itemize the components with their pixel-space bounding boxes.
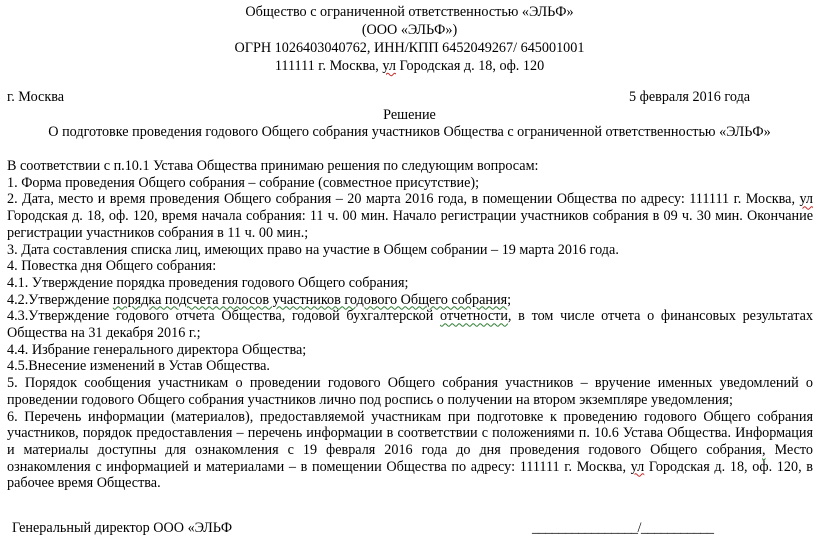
item-2-text-a: 2. Дата, место и время проведения Общего собрания – 20 марта 2016 года, в помещении Общества по адресу: 111111 г. Москва, [7,191,800,208]
signature-line: ________________/___________ [532,520,714,536]
org-address-street-abbr: ул [382,58,396,74]
item-4-3-text-a: 4.3.Утверждение годового отчета Общества, годовой бухгалтерской [7,308,441,325]
decision-subject: О подготовке проведения годового Общего собрания участников Общества с ограниченной ответственностью «ЭЛЬФ» [48,124,771,140]
letterhead [0,3,819,75]
item-4-3-text-b: , в том числе отчета о финансовых результатах Общества на 31 декабря 2016 г.; [7,308,813,342]
item-6-text-c: Городская д. 18, оф. 120, в рабочее время Общества. [7,458,814,492]
document-date: 5 февраля 2016 года [629,89,751,105]
item-2 [7,191,813,241]
signature-label [12,519,232,537]
document-city: г. Москва [7,89,65,105]
intro-paragraph: В соответствии с п.10.1 Устава Общества принимаю решения по следующим вопросам: [7,158,539,174]
item-6-text-a: 6. Перечень информации (материалов), предоставляемой участникам при подготовке к проведению годового Общего собрания участников, порядок предоставления – перечень информации в соответствии с положениями п. 10.6 Устава Общества. Информация и материалы доступны для ознакомления с 19 февраля 2016 года до дня проведения годового Общего собрания [7,408,813,458]
decision-body [7,158,813,492]
org-registration: ОГРН 1026403040762, ИНН/КПП 6452049267/ 645001001 [234,40,585,56]
item-1: 1. Форма проведения Общего собрания – собрание (совместное присутствие); [7,174,480,191]
decision-title: Решение [383,107,436,123]
item-4-3-grammar-mark: отчетности [440,308,508,325]
item-6-text-b: Место ознакомления с информацией и материалами – в помещении Общества по адресу: 111111 г. Москва, [7,441,813,475]
org-name: Общество с ограниченной ответственностью «ЭЛЬФ» [245,4,574,20]
org-address [0,57,819,75]
item-4-2 [7,292,813,309]
item-4-2-text-a: 4.2.Утверждение [7,291,113,308]
item-4-5: 4.5.Внесение изменений в Устав Общества. [7,358,270,375]
org-address-suffix: Городская д. 18, оф. 120 [395,58,545,74]
item-4-3 [7,308,813,341]
signature-title: Генеральный директор ООО «ЭЛЬФ [12,520,233,536]
item-4-1: 4.1. Утверждение порядка проведения годового Общего собрания; [7,274,409,291]
item-5: 5. Порядок сообщения участникам о проведении годового Общего собрания участников – вручение именных уведомлений о проведении годового Общего собрания участников лично под роспись о получении на втором экземпляре уведомления; [7,375,813,408]
item-2-text-b: Городская д. 18, оф. 120, время начала собрания: 11 ч. 00 мин. Начало регистрации участников собрания в 09 ч. 30 мин. Окончание регистрации участников собрания в 11 ч. 00 мин.; [7,208,813,241]
item-4-2-text-b: ; [507,291,512,308]
org-short-name: (ООО «ЭЛЬФ») [361,22,458,38]
item-4-2-grammar-mark: порядка подсчета голосов участников годового Общего собрания [112,291,508,308]
item-4-4: 4.4. Избрание генерального директора Общества; [7,341,307,358]
item-6-grammar-mark: , [762,441,766,458]
item-4: 4. Повестка дня Общего собрания: [7,258,217,275]
item-2-street-abbr: ул [799,191,813,208]
item-3: 3. Дата составления списка лиц, имеющих право на участие в Общем собрании – 19 марта 2016 года. [7,241,619,258]
item-6 [7,409,813,493]
item-6-street-abbr: ул [630,458,645,475]
org-address-prefix: 111111 г. Москва, [274,58,383,74]
